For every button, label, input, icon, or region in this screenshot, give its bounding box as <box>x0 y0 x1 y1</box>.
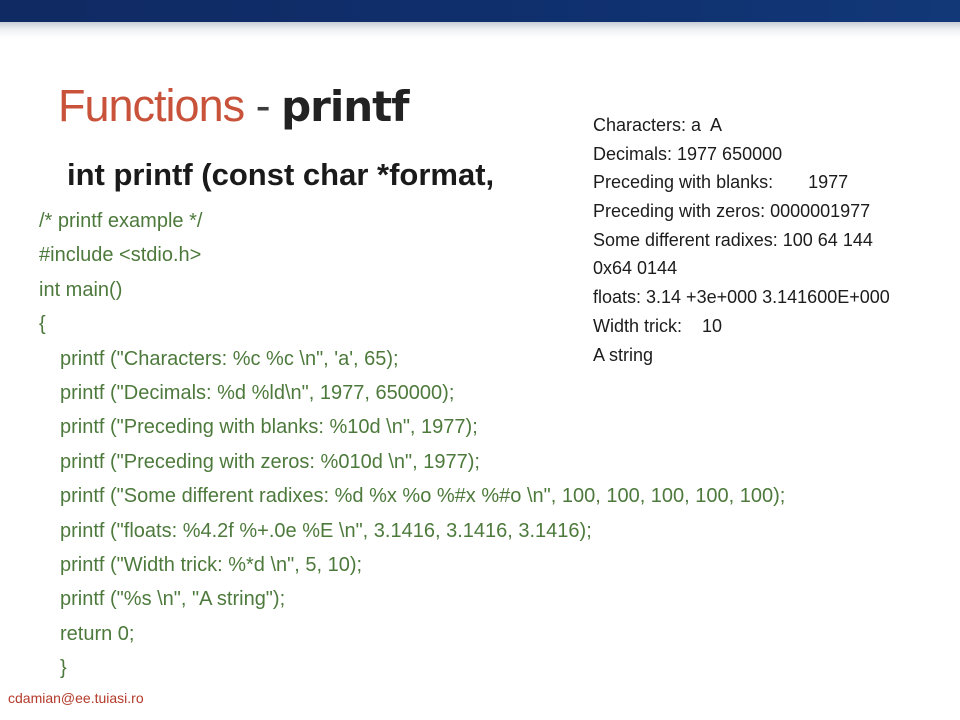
output-line: Some different radixes: 100 64 144 <box>593 229 873 250</box>
output-line: Characters: a A <box>593 115 723 135</box>
code-line: int main() <box>39 278 123 301</box>
program-output <box>593 111 896 373</box>
code-line: { <box>39 313 46 336</box>
code-line: printf ("Width trick: %*d \n", 5, 10); <box>60 553 363 576</box>
code-line: printf ("%s \n", "A string"); <box>60 588 286 611</box>
header-shadow <box>0 22 960 38</box>
function-signature: int printf (const char *format, <box>67 157 495 192</box>
output-line: Width trick: 10 <box>593 315 723 336</box>
code-line: #include <stdio.h> <box>39 244 202 267</box>
output-line: Preceding with blanks: 1977 <box>593 172 849 193</box>
code-line: } <box>60 657 67 680</box>
output-line: Preceding with zeros: 0000001977 <box>593 201 871 222</box>
title-main: Functions <box>58 80 245 131</box>
slide-title <box>58 78 409 135</box>
code-line: printf ("Preceding with blanks: %10d \n", 1977); <box>60 416 478 439</box>
footer-email: cdamian@ee.tuiasi.ro <box>8 690 144 706</box>
output-line: floats: 3.14 +3e+000 3.141600E+000 <box>593 287 890 308</box>
title-separator: - <box>244 80 282 131</box>
code-line: printf ("Characters: %c %c \n", 'a', 65); <box>60 347 399 370</box>
output-line: A string <box>593 344 654 365</box>
code-line: printf ("Some different radixes: %d %x %o %#x %#o \n", 100, 100, 100, 100, 100); <box>60 485 786 508</box>
header-bar <box>0 0 960 22</box>
code-line: printf ("Decimals: %d %ld\n", 1977, 650000); <box>60 381 455 404</box>
output-line: Decimals: 1977 650000 <box>593 143 783 164</box>
code-line: /* printf example */ <box>39 210 203 232</box>
title-function-name: printf <box>281 82 409 131</box>
code-line: return 0; <box>60 622 135 645</box>
code-line: printf ("Preceding with zeros: %010d \n", 1977); <box>60 450 480 473</box>
code-line: printf ("floats: %4.2f %+.0e %E \n", 3.1416, 3.1416, 3.1416); <box>60 519 592 542</box>
output-line: 0x64 0144 <box>593 258 678 279</box>
